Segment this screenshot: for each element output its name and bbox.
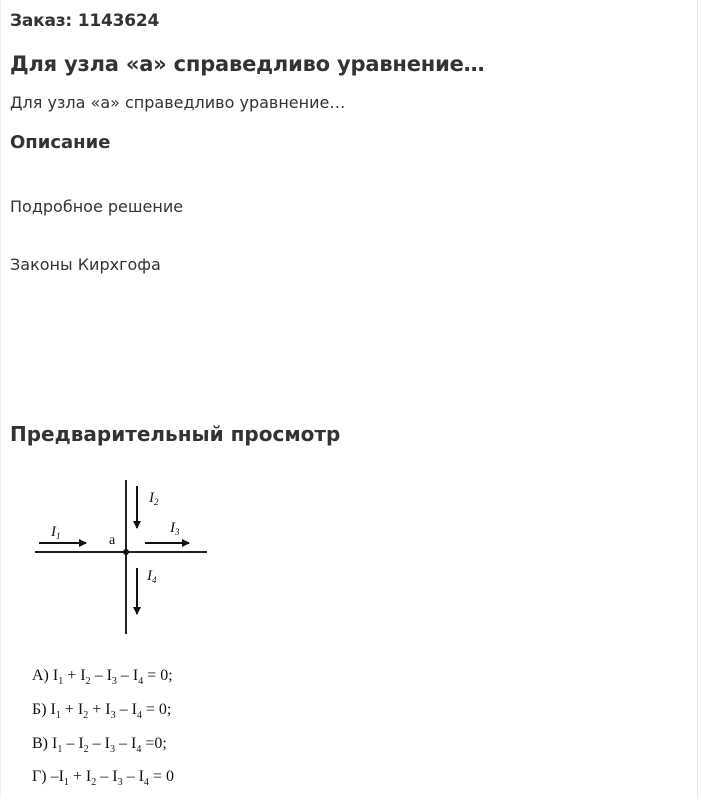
answer-option-c: В) $I_1 - I_2 - I_3 - I_4 =0$; xyxy=(32,735,167,756)
option-prefix: А) xyxy=(32,667,53,684)
answer-option-a: А) $I_1 + I_2 - I_3 - I_4 = 0$; xyxy=(32,667,173,688)
option-prefix: В) xyxy=(32,735,52,752)
node-dot xyxy=(123,549,129,555)
option-prefix: Г) xyxy=(32,768,51,785)
current-i3-label: $I_3$ xyxy=(170,520,180,537)
circuit-node-diagram xyxy=(31,478,211,638)
answer-option-b: Б) $I_1 + I_2 + I_3 - I_4 = 0$; xyxy=(32,701,172,722)
page-title: Для узла «а» справедливо уравнение… xyxy=(10,52,485,76)
order-number: Заказ: 1143624 xyxy=(10,11,160,31)
option-prefix: Б) xyxy=(32,701,51,718)
page-subtitle: Для узла «а» справедливо уравнение… xyxy=(10,93,346,112)
description-paragraph: Законы Кирхгофа xyxy=(10,255,161,274)
current-i2-label: $I_2$ xyxy=(149,490,159,507)
current-i1-label: $I_1$ xyxy=(51,524,61,541)
preview-heading: Предварительный просмотр xyxy=(10,422,341,446)
answer-option-d: Г) $-I_1 + I_2 - I_3 - I_4 = 0$ xyxy=(32,768,174,789)
description-heading: Описание xyxy=(10,132,111,153)
node-label: a xyxy=(109,533,116,548)
current-i4-label: $I_4$ xyxy=(147,568,157,585)
description-paragraph: Подробное решение xyxy=(10,197,184,216)
